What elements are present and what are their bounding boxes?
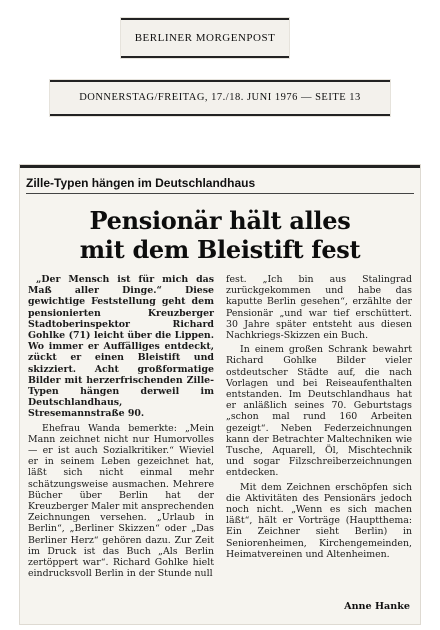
- article-author: Anne Hanke: [344, 601, 410, 612]
- headline-line-1: Pensionär hält alles: [89, 206, 351, 235]
- headline-line-2: mit dem Bleistift fest: [79, 235, 361, 264]
- article-paragraph: In einem großen Schrank bewahrt Richard Gohlke Bilder vieler ostdeutscher Städte auf, die nach Vorlagen und bei Reiseaufenthalten entstanden. Im Deutschlandhaus hat er anläßlich seines 70. Geburtstags „schon mal rund 160 Arbeiten gezeigt“. Neben Federzeichnungen kann der Betrachter Maltechniken wie Tusche, Aquarell, Öl, Mischtechnik und sogar Filzschreiberzeichnungen entdecken.: [226, 344, 412, 479]
- newspaper-name-strip: [121, 18, 289, 58]
- article-column-right: [226, 274, 412, 560]
- article-paragraph: Ehefrau Wanda bemerkte: „Mein Mann zeichnet nicht nur Humorvolles — er ist auch Sozialkritiker.“ Wieviel er in seinem Leben gezeichnet hat, läßt sich nicht einmal mehr schätzungsweise ausmachen. Mehrere Bücher über Berlin hat der Kreuzberger Maler mit ansprechenden Zeichnungen versehen. „Urlaub in Berlin“, „Berliner Skizzen“ oder „Das Berliner Herz“ gehören dazu. Zur Zeit im Druck ist das Buch „Als Berlin zertöppert war“. Richard Gohlke hielt eindrucksvoll Berlin in der Stunde null: [28, 422, 214, 580]
- article-paragraph: Mit dem Zeichnen erschöpfen sich die Aktivitäten des Pensionärs jedoch noch nicht. „Wenn es sich machen läßt“, hält er Vorträge (Hauptthema: Ein Zeichner sieht Berlin) in Seniorenheimen, Kirchengemeinden, Heimatvereinen und Altenheimen.: [226, 481, 412, 560]
- newspaper-name: BERLINER MORGENPOST: [134, 32, 276, 44]
- article-headline: [20, 206, 420, 264]
- article-kicker: Zille-Typen hängen im Deutschlandhaus: [26, 176, 414, 194]
- article-column-left: [28, 274, 214, 579]
- article-clipping: [20, 165, 420, 624]
- article-paragraph: fest. „Ich bin aus Stalingrad zurückgekommen und habe das kaputte Berlin gesehen“, erzählte der Pensionär „und war tief erschüttert. 30 Jahre später entsteht aus diesen Nachkriegs-Skizzen ein Buch.: [226, 274, 412, 342]
- date-line-strip: [50, 80, 390, 116]
- date-line: DONNERSTAG/FREITAG, 17./18. JUNI 1976 — SEITE 13: [79, 92, 361, 103]
- article-lead: „Der Mensch ist für mich das Maß aller Dinge.“ Diese gewichtige Feststellung geht dem pensionierten Kreuzberger Stadtoberinspektor Richard Gohlke (71) leicht über die Lippen. Wo immer er Auffälliges entdeckt, zückt er einen Bleistift und skizziert. Acht großformatige Bilder mit herzerfrischenden Zille-Typen hängen derweil im Deutschlandhaus, Stresemannstraße 90.: [28, 274, 214, 420]
